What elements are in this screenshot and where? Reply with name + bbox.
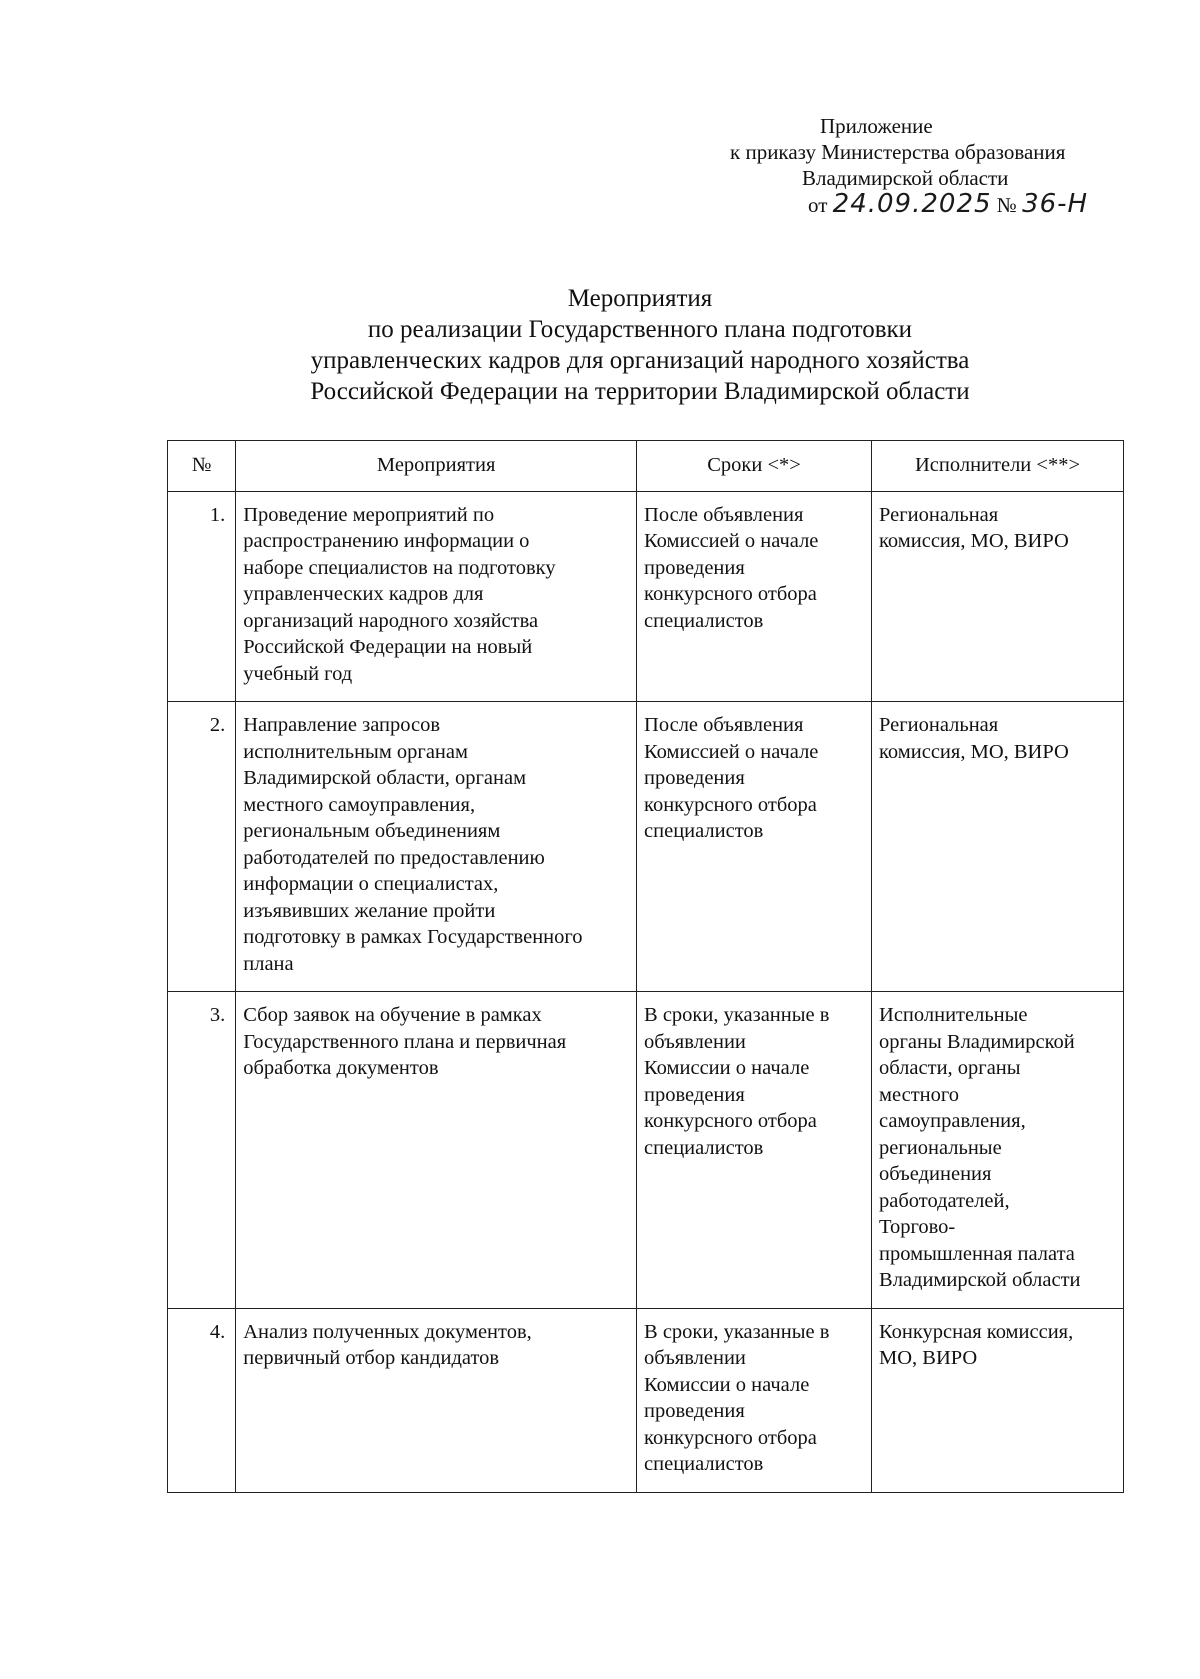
row-number: 3. [168, 992, 236, 1309]
appendix-line-2: к приказу Министерства образования [730, 140, 1066, 164]
table-row [168, 702, 1124, 992]
header-number: № [168, 441, 236, 492]
handwritten-date: 24.09.2025 [832, 189, 992, 219]
header-terms: Сроки <*> [637, 441, 872, 492]
appendix-date-line [720, 191, 1120, 218]
title-line-4: Российской Федерации на территории Владимирской области [310, 378, 970, 405]
title-line-3: управленческих кадров для организаций народного хозяйства [310, 347, 970, 374]
event-cell: Анализ полученных документов, первичный отбор кандидатов [236, 1308, 637, 1492]
executors-cell: Исполнительные органы Владимирской области, органы местного самоуправления, региональные объединения работодателей, Торгово- промышленная палата Владимирской области [872, 992, 1124, 1309]
appendix-header [720, 113, 1120, 218]
events-table [167, 440, 1124, 1493]
table-row [168, 491, 1124, 702]
date-prefix: от [808, 193, 828, 217]
table-row [168, 1308, 1124, 1492]
table-header-row [168, 441, 1124, 492]
term-cell: В сроки, указанные в объявлении Комиссии о начале проведения конкурсного отбора специалистов [637, 1308, 872, 1492]
term-cell: В сроки, указанные в объявлении Комиссии о начале проведения конкурсного отбора специалистов [637, 992, 872, 1309]
header-executors: Исполнители <**> [872, 441, 1124, 492]
event-cell: Направление запросов исполнительным органам Владимирской области, органам местного самоуправления, региональным объединениям работодателей по предоставлению информации о специалистах, изъявивших желание пройти подготовку в рамках Государственного плана [236, 702, 637, 992]
document-title [0, 283, 1200, 407]
number-sign: № [996, 193, 1017, 217]
executors-cell: Региональная комиссия, МО, ВИРО [872, 491, 1124, 702]
handwritten-number: 36-Н [1022, 189, 1089, 219]
row-number: 1. [168, 491, 236, 702]
header-events: Мероприятия [236, 441, 637, 492]
title-line-1: Мероприятия [567, 285, 713, 312]
event-cell: Сбор заявок на обучение в рамках Государственного плана и первичная обработка документов [236, 992, 637, 1309]
executors-cell: Конкурсная комиссия, МО, ВИРО [872, 1308, 1124, 1492]
title-line-2: по реализации Государственного плана подготовки [367, 316, 913, 343]
table-row [168, 992, 1124, 1309]
executors-cell: Региональная комиссия, МО, ВИРО [872, 702, 1124, 992]
row-number: 2. [168, 702, 236, 992]
term-cell: После объявления Комиссией о начале проведения конкурсного отбора специалистов [637, 702, 872, 992]
appendix-line-1: Приложение [820, 114, 933, 138]
appendix-line-3: Владимирской области [802, 166, 1009, 190]
term-cell: После объявления Комиссией о начале проведения конкурсного отбора специалистов [637, 491, 872, 702]
event-cell: Проведение мероприятий по распространению информации о наборе специалистов на подготовку управленческих кадров для организаций народного хозяйства Российской Федерации на новый учебный год [236, 491, 637, 702]
row-number: 4. [168, 1308, 236, 1492]
